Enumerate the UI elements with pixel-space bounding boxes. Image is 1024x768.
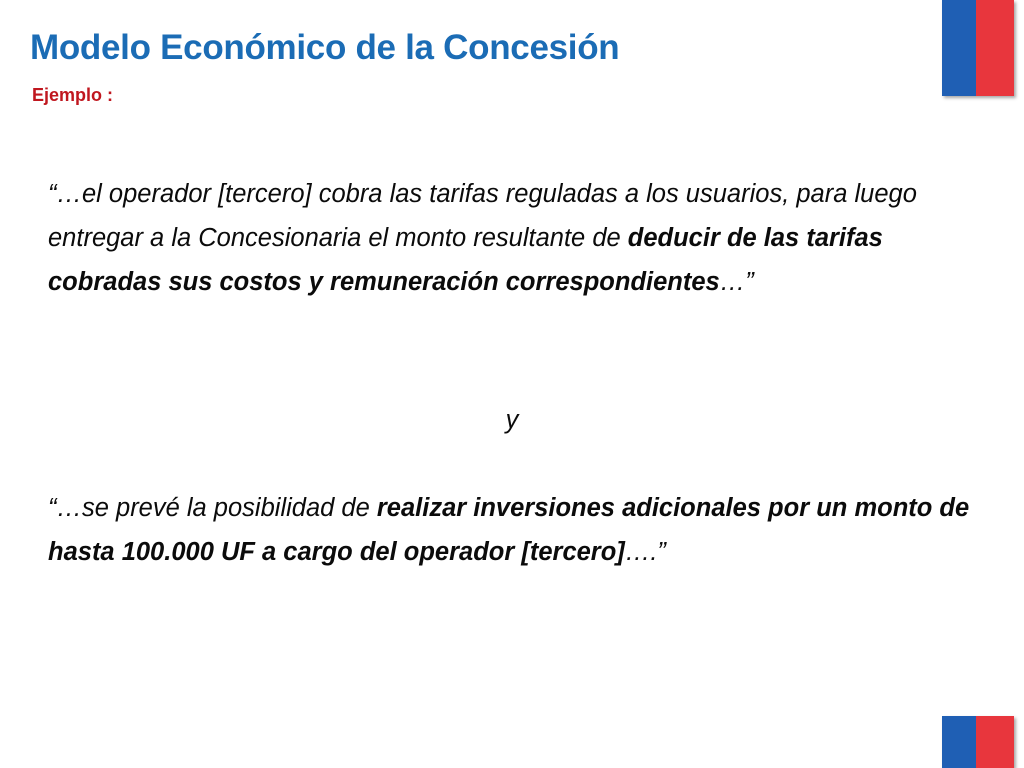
quote-1-text-end: …”: [719, 268, 754, 296]
chile-flag-stripes-icon: [942, 716, 1014, 768]
quote-2-bold-text: realizar inversiones adicionales por un monto de hasta 100.000 UF a cargo del operador [tercero]: [48, 494, 970, 566]
slide-title: Modelo Económico de la Concesión: [30, 28, 620, 67]
flag-stripe-red: [976, 716, 1014, 768]
connector-word: y: [505, 406, 519, 434]
flag-stripe-blue: [942, 716, 976, 768]
flag-stripe-blue: [942, 0, 976, 96]
chile-flag-stripes-icon: [942, 0, 1014, 96]
quote-additional-investments: [48, 486, 978, 574]
quote-2-text-end: ….”: [624, 538, 666, 566]
slide-subtitle: Ejemplo :: [32, 85, 114, 105]
flag-stripe-red: [976, 0, 1014, 96]
quote-2-text-start: “…se prevé la posibilidad de: [48, 494, 377, 522]
quote-operator-tariffs: [48, 172, 978, 304]
quote-1-text-start: “…el operador [tercero] cobra las tarifas reguladas a los usuarios, para luego entregar a la Concesionaria el monto resultante de: [48, 180, 917, 252]
quote-1-bold-text: deducir de las tarifas cobradas sus costos y remuneración correspondientes: [48, 224, 883, 296]
